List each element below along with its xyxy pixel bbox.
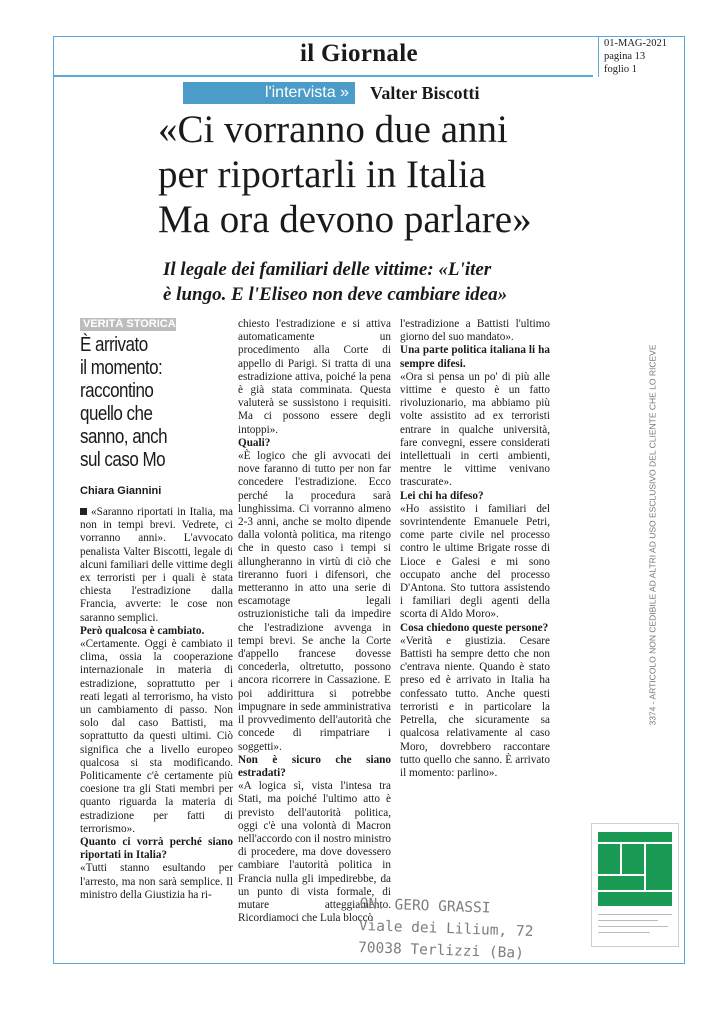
paragraph: l'estradizione a Battisti l'ultimo giorno del suo mandato».: [400, 318, 550, 344]
thumbnail-block: [598, 844, 620, 874]
article-column-2: [238, 318, 391, 925]
copyright-text: 3374 - ARTICOLO NON CEDIBILE AD ALTRI AD USO ESCLUSIVO DEL CLIENTE CHE LO RICEVE: [647, 344, 658, 726]
pull-quote-line: raccontino: [80, 380, 154, 402]
headline: [158, 107, 678, 242]
paragraph: «A logica sì, vista l'intesa tra Stati, ma poiché l'ultimo atto è previsto dell'autorità politica, oggi c'è una volontà di Macron nell'accordo con il nostro ministro di procedere, ma dove dovessero cambiare l'autorità politica in Francia nulla gli impedirebbe, da un punto di vista formale, di mutare atteggiamento. Ricordiamoci che Lula bloccò: [238, 780, 392, 925]
byline: Chiara Giannini: [80, 485, 162, 497]
newspaper-logo: il Giornale: [300, 40, 418, 67]
subheadline: [163, 257, 683, 307]
question: Una parte politica italiana li ha sempre difesi.: [400, 344, 550, 370]
thumbnail-block: [598, 832, 672, 842]
paragraph: «Tutti stanno esultando per l'arresto, ma non sarà semplice. Il ministro della Giustizia ha ri-: [80, 862, 233, 901]
article-column-3: [400, 318, 550, 780]
thumbnail-line: [598, 926, 668, 927]
pull-quote-line: il momento:: [80, 357, 163, 379]
paragraph: «Ho assistito i familiari del sovrintendente Emanuele Petri, come parte civile nel processo contro le ultime Brigate rosse di Lioce e Galesi e mi sono occupato anche del processo D'Antona. Sto tuttora assistendo i familiari degli agenti della scorta di Aldo Moro».: [400, 502, 550, 621]
address-stamp: [358, 893, 535, 965]
clipping-meta: [598, 37, 688, 77]
paragraph: «È logico che gli avvocati dei nove faranno di tutto per non far concedere l'estradizione. Ecco perché la procedura sarà lunghissima. Ci vorranno almeno 2-3 anni, anche se molto dipende dalla volontà politica, ma ritengo che in questo caso i tempi si allungheranno in virtù di ciò che tireranno fuori i difensori, che metteranno in atto una serie di escamotage legali ostruzionistiche tali da impedire che l'estradizione avvenga in tempi brevi. Se anche la Corte d'appello francese dovesse concederla, oltretutto, possono ancora ricorrere in Cassazione. E poi addirittura si potrebbe impugnare in sede amministrativa il provvedimento dell'autorità che concede di rimpatriare i soggetti».: [238, 450, 391, 753]
clipping-page: pagina 13: [604, 51, 646, 62]
question: Quanto ci vorrà perché siano riportati in Italia?: [80, 836, 233, 862]
headline-line: per riportarli in Italia: [158, 153, 487, 196]
lead-square-icon: [80, 508, 87, 515]
stamp-line: ON. GERO GRASSI: [359, 895, 491, 917]
question: Quali?: [238, 436, 271, 449]
stamp-line: Viale dei Lilium, 72: [358, 917, 534, 941]
question: Non è sicuro che siano estradati?: [238, 753, 391, 779]
paragraph: chiesto l'estradizione e si attiva automaticamente un procedimento alla Corte di appello di Parigi. Si tratta di una estradizione attiva, poiché la pena è già stata comminata. Questa valuterà se sussistono i requisiti. Ma ci possono essere degli intoppi».: [238, 318, 391, 436]
clipping-sheet: foglio 1: [604, 64, 637, 75]
question: Però qualcosa è cambiato.: [80, 624, 205, 637]
paragraph: «Ora si pensa un po' di più alle vittime e questo è un fatto rivoluzionario, ma abbiamo più volte assistito ad ex terroristi entrare in qualche università, fare convegni, essere considerati intellettuali in certi ambienti, mentre le vittime venivano trascurate».: [400, 370, 550, 489]
pull-quote-line: quello che: [80, 403, 153, 425]
paragraph: «Saranno riportati in Italia, ma non in tempi brevi. Vedrete, ci vorranno anni». L'avvocato penalista Valter Biscotti, legale di alcuni familiari delle vittime degli ex terroristi per i quali è stata chiesta l'estradizione dalla Francia, avverte: le cose non saranno semplici.: [80, 506, 233, 624]
header-rule: [53, 75, 593, 77]
headline-line: «Ci vorranno due anni: [158, 108, 508, 151]
kicker-label: l'intervista »: [183, 82, 355, 104]
stamp-line: 70038 Terlizzi (Ba): [357, 939, 525, 962]
paragraph: «Verità e giustizia. Cesare Battisti ha sempre detto che non c'entrava niente. Quando è stato preso ed è arrivato in Italia ha confessato tutto. Anche questi terroristi e in particolare la Petrella, che sicuramente sa qualcosa relativamente al caso Moro, dovrebbero raccontare tutto quello che sanno. È arrivato il momento: parlino».: [400, 634, 550, 779]
subheadline-line: Il legale dei familiari delle vittime: «L'iter: [163, 259, 492, 280]
thumbnail-block: [598, 892, 672, 906]
section-label: VERITÀ STORICA: [80, 318, 176, 331]
headline-line: Ma ora devono parlare»: [158, 198, 532, 241]
page-thumbnail: [591, 823, 679, 947]
pull-quote-line: sul caso Mo: [80, 449, 166, 471]
thumbnail-block: [598, 876, 644, 890]
subheadline-line: è lungo. E l'Eliseo non deve cambiare idea»: [163, 284, 508, 305]
thumbnail-block: [646, 844, 672, 890]
interviewee-name: Valter Biscotti: [370, 83, 480, 103]
copyright-side-note: [647, 290, 714, 770]
question: Cosa chiedono queste persone?: [400, 621, 549, 634]
paragraph: «Certamente. Oggi è cambiato il clima, ossia la cooperazione internazionale in materia di estradizione, soprattutto per i reati legati al terrorismo, ha visto un cambiamento di passo. Non solo dal caso Battisti, ma soprattutto da questi ultimi. Ciò significa che a livello europeo qualcosa si sta modificando. Politicamente c'è certamente più coesione tra gli Stati membri per quanto riguarda la materia di estradizione per fatti di terrorismo».: [80, 638, 233, 835]
thumbnail-line: [598, 932, 650, 933]
thumbnail-line: [598, 920, 658, 921]
article-column-1: [80, 506, 233, 902]
thumbnail-line: [598, 914, 672, 915]
thumbnail-block: [622, 844, 644, 874]
question: Lei chi ha difeso?: [400, 489, 484, 502]
pull-quote-line: sanno, anch: [80, 426, 168, 448]
pull-quote: [80, 334, 216, 472]
pull-quote-line: È arrivato: [80, 334, 148, 356]
clipping-date: 01-MAG-2021: [604, 38, 667, 49]
